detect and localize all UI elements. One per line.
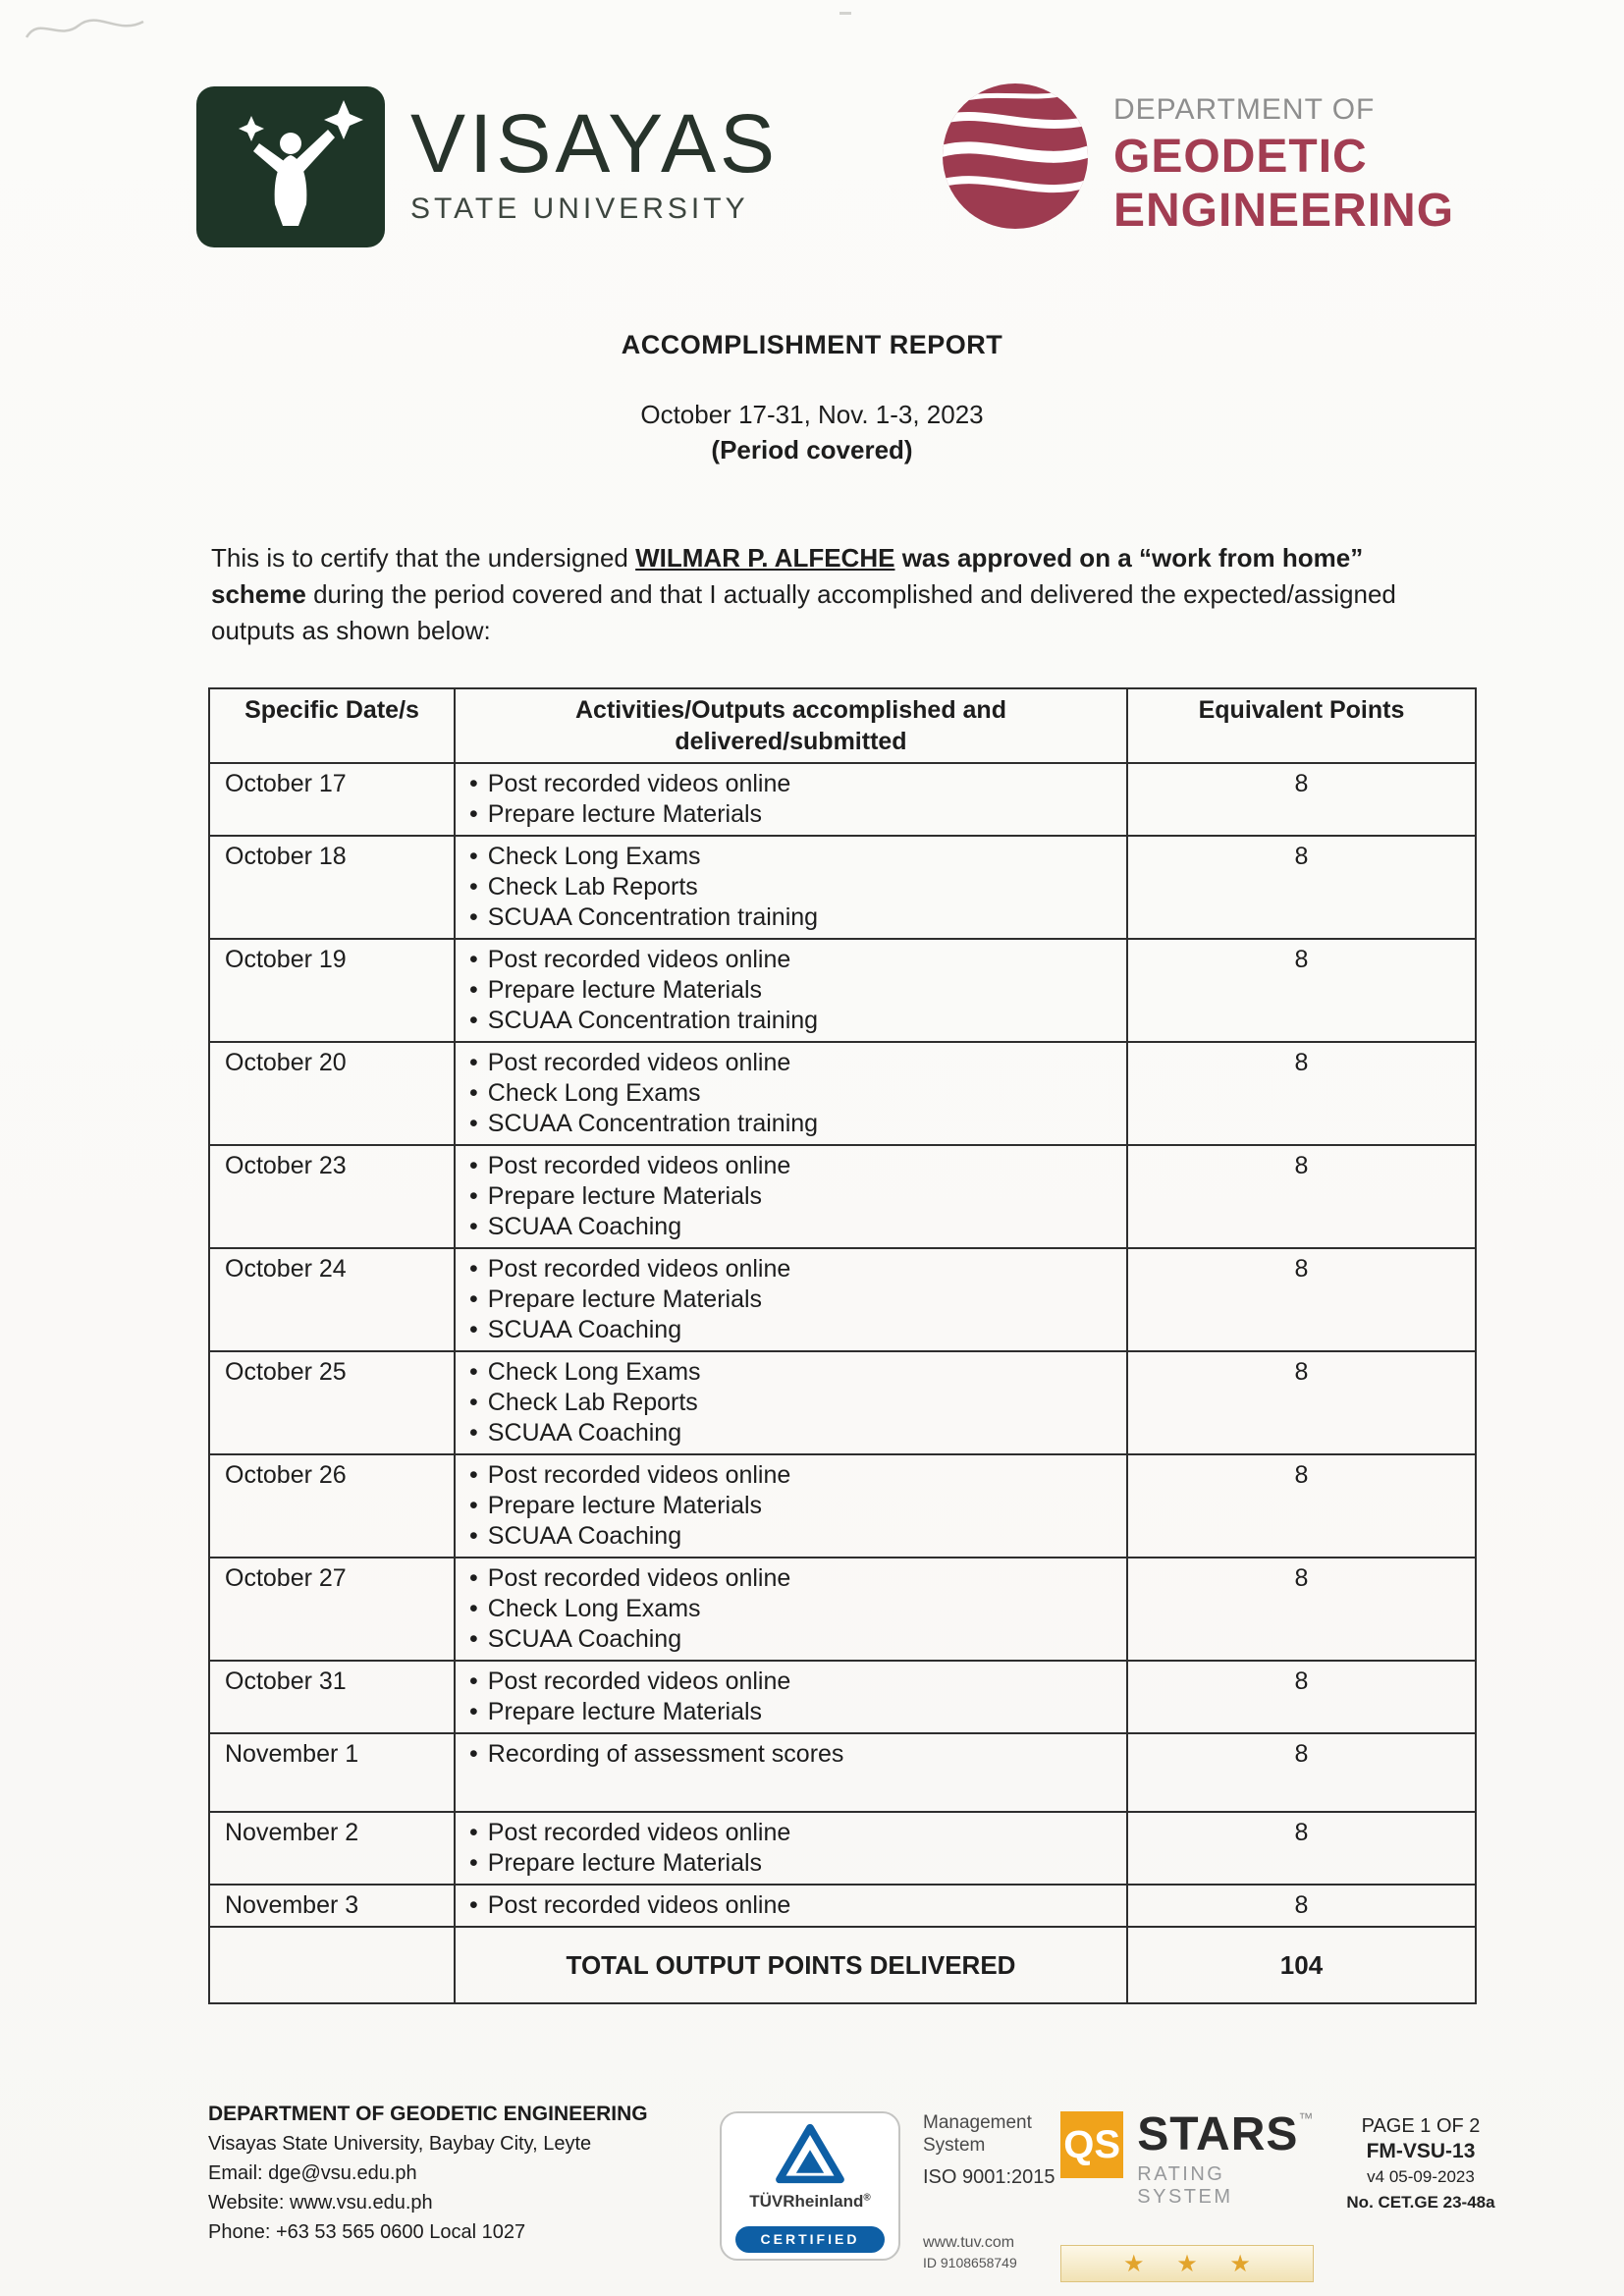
activities-cell xyxy=(455,939,1127,1042)
points-cell: 8 xyxy=(1127,1885,1476,1927)
iso-certification-text xyxy=(923,2111,1056,2274)
table-row xyxy=(209,1661,1476,1733)
table-row xyxy=(209,1733,1476,1812)
table-row xyxy=(209,939,1476,1042)
activity-item: • Post recorded videos online xyxy=(463,1667,1118,1697)
certification-paragraph xyxy=(211,540,1438,649)
points-cell: 8 xyxy=(1127,836,1476,939)
table-row xyxy=(209,1351,1476,1454)
footer-department-info xyxy=(208,2100,648,2247)
intro-bold-tail: was approved on a “work from home” scheme xyxy=(211,543,1364,609)
page-info xyxy=(1327,2113,1514,2215)
activity-item: • SCUAA Concentration training xyxy=(463,1109,1118,1139)
tuv-brand-text: TÜVRheinland xyxy=(749,2192,864,2211)
title-block xyxy=(0,330,1624,467)
points-cell: 8 xyxy=(1127,939,1476,1042)
total-points: 104 xyxy=(1127,1927,1476,2003)
table-row xyxy=(209,1812,1476,1885)
table-row xyxy=(209,1558,1476,1661)
activity-item: • Check Lab Reports xyxy=(463,872,1118,902)
vsu-logo xyxy=(196,86,779,247)
footer-website: Website: www.vsu.edu.ph xyxy=(208,2192,433,2214)
activity-item: • Check Long Exams xyxy=(463,1594,1118,1624)
footer-email: Email: dge@vsu.edu.ph xyxy=(208,2162,417,2184)
tuv-triangle-icon xyxy=(773,2121,847,2186)
activity-item: • Post recorded videos online xyxy=(463,769,1118,799)
activity-item: • SCUAA Coaching xyxy=(463,1212,1118,1242)
date-cell: October 27 xyxy=(209,1558,455,1661)
table-row xyxy=(209,1454,1476,1558)
date-cell: October 26 xyxy=(209,1454,455,1558)
activity-item: • Post recorded videos online xyxy=(463,1151,1118,1181)
document-title: ACCOMPLISHMENT REPORT xyxy=(621,330,1003,359)
date-cell: October 31 xyxy=(209,1661,455,1733)
activity-item: • Post recorded videos online xyxy=(463,1563,1118,1594)
date-cell: October 17 xyxy=(209,763,455,836)
activities-cell xyxy=(455,1042,1127,1145)
activity-item: • Check Long Exams xyxy=(463,842,1118,872)
report-table-body xyxy=(209,763,1476,2003)
date-cell: October 24 xyxy=(209,1248,455,1351)
activity-item: • Recording of assessment scores xyxy=(463,1739,1118,1770)
vsu-seal-icon xyxy=(196,86,385,247)
activities-cell xyxy=(455,1558,1127,1661)
header-activities: Activities/Outputs accomplished and delivered/submitted xyxy=(455,688,1127,763)
iso-standard: ISO 9001:2015 xyxy=(923,2166,1056,2188)
qs-logo-top xyxy=(1060,2108,1318,2209)
vsu-wordmark xyxy=(410,97,780,226)
activities-cell xyxy=(455,1351,1127,1454)
total-row xyxy=(209,1927,1476,2003)
date-cell: November 2 xyxy=(209,1812,455,1885)
points-cell: 8 xyxy=(1127,1558,1476,1661)
points-cell: 8 xyxy=(1127,1042,1476,1145)
activity-item: • Post recorded videos online xyxy=(463,1460,1118,1491)
activities-cell xyxy=(455,1661,1127,1733)
dept-of-label: DEPARTMENT OF xyxy=(1113,93,1376,126)
scan-artifact-squiggle xyxy=(22,6,149,50)
management-label: Management xyxy=(923,2112,1032,2133)
form-number: FM-VSU-13 xyxy=(1366,2140,1476,2162)
dept-engineering-label: ENGINEERING xyxy=(1113,184,1455,237)
activity-item: • SCUAA Coaching xyxy=(463,1624,1118,1655)
activities-cell xyxy=(455,1145,1127,1248)
tuv-brand xyxy=(722,2192,898,2212)
control-number: No. CET.GE 23-48a xyxy=(1346,2193,1495,2212)
table-row xyxy=(209,1885,1476,1927)
qs-rating-system-label: RATING SYSTEM xyxy=(1137,2163,1233,2208)
points-cell: 8 xyxy=(1127,1248,1476,1351)
activity-item: • Post recorded videos online xyxy=(463,1254,1118,1285)
activities-cell xyxy=(455,1812,1127,1885)
activity-item: • Prepare lecture Materials xyxy=(463,1697,1118,1727)
activity-item: • Prepare lecture Materials xyxy=(463,1285,1118,1315)
qs-stars-logo xyxy=(1060,2108,1318,2282)
trademark-mark: ™ xyxy=(1298,2110,1314,2127)
table-row xyxy=(209,1248,1476,1351)
points-cell: 8 xyxy=(1127,1733,1476,1812)
points-cell: 8 xyxy=(1127,1812,1476,1885)
department-logo xyxy=(943,83,1454,238)
geodetic-globe-icon xyxy=(943,83,1088,229)
activity-item: • SCUAA Coaching xyxy=(463,1418,1118,1449)
qs-star-rating-bar xyxy=(1060,2245,1314,2282)
total-label: TOTAL OUTPUT POINTS DELIVERED xyxy=(455,1927,1127,2003)
activities-cell xyxy=(455,1248,1127,1351)
table-row xyxy=(209,1042,1476,1145)
qs-wordmark xyxy=(1137,2108,1318,2209)
period-dates: October 17-31, Nov. 1-3, 2023 xyxy=(640,400,984,429)
activities-cell xyxy=(455,1885,1127,1927)
activity-item: • Prepare lecture Materials xyxy=(463,975,1118,1006)
points-cell: 8 xyxy=(1127,1661,1476,1733)
qs-stars-text: STARS xyxy=(1137,2108,1299,2160)
table-row xyxy=(209,1145,1476,1248)
activity-item: • Post recorded videos online xyxy=(463,1048,1118,1078)
star-icons: ★ ★ ★ xyxy=(1123,2250,1251,2277)
activities-cell xyxy=(455,1454,1127,1558)
date-cell: October 18 xyxy=(209,836,455,939)
activity-item: • SCUAA Coaching xyxy=(463,1315,1118,1345)
activity-item: • SCUAA Concentration training xyxy=(463,902,1118,933)
activity-item: • Check Long Exams xyxy=(463,1078,1118,1109)
activity-item: • Post recorded videos online xyxy=(463,1818,1118,1848)
accomplishment-table xyxy=(208,687,1477,2004)
registered-mark: ® xyxy=(863,2192,871,2204)
activities-cell xyxy=(455,763,1127,836)
points-cell: 8 xyxy=(1127,1454,1476,1558)
footer-phone: Phone: +63 53 565 0600 Local 1027 xyxy=(208,2221,526,2243)
activity-item: • Check Long Exams xyxy=(463,1357,1118,1388)
header-equivalent-points: Equivalent Points xyxy=(1127,688,1476,763)
department-wordmark xyxy=(1113,93,1454,238)
activity-item: • Prepare lecture Materials xyxy=(463,1181,1118,1212)
activities-cell xyxy=(455,1733,1127,1812)
date-cell: October 20 xyxy=(209,1042,455,1145)
footer-dept-title: DEPARTMENT OF GEODETIC ENGINEERING xyxy=(208,2103,648,2125)
tuv-certified-logo xyxy=(720,2111,900,2261)
table-row xyxy=(209,836,1476,939)
date-cell: November 1 xyxy=(209,1733,455,1812)
vsu-name: VISAYAS xyxy=(410,97,780,190)
activity-item: • Post recorded videos online xyxy=(463,945,1118,975)
activity-item: • SCUAA Concentration training xyxy=(463,1006,1118,1036)
activity-item: • Prepare lecture Materials xyxy=(463,1491,1118,1521)
footer-address: Visayas State University, Baybay City, Leyte xyxy=(208,2133,592,2155)
header-specific-dates: Specific Date/s xyxy=(209,688,455,763)
activity-item: • Post recorded videos online xyxy=(463,1890,1118,1921)
tuv-certified-badge: CERTIFIED xyxy=(735,2226,885,2253)
date-cell: October 19 xyxy=(209,939,455,1042)
intro-rest: during the period covered and that I actually accomplished and delivered the expected/assigned outputs as shown below: xyxy=(211,579,1396,645)
period-label: (Period covered) xyxy=(711,435,913,465)
system-label: System xyxy=(923,2135,986,2156)
activity-item: • Prepare lecture Materials xyxy=(463,799,1118,830)
qs-icon: QS xyxy=(1060,2111,1123,2178)
page-number: PAGE 1 OF 2 xyxy=(1361,2115,1481,2137)
points-cell: 8 xyxy=(1127,763,1476,836)
total-empty-cell xyxy=(209,1927,455,2003)
vsu-subtitle: STATE UNIVERSITY xyxy=(410,192,749,225)
form-version: v4 05-09-2023 xyxy=(1367,2167,1475,2186)
table-header-row xyxy=(209,688,1476,763)
dept-geodetic-label: GEODETIC xyxy=(1113,131,1368,183)
employee-name: WILMAR P. ALFECHE xyxy=(635,543,895,573)
tuv-website: www.tuv.com xyxy=(923,2234,1015,2251)
activity-item: • SCUAA Coaching xyxy=(463,1521,1118,1552)
activity-item: • Prepare lecture Materials xyxy=(463,1848,1118,1879)
intro-pre: This is to certify that the undersigned xyxy=(211,543,636,573)
points-cell: 8 xyxy=(1127,1145,1476,1248)
date-cell: October 23 xyxy=(209,1145,455,1248)
date-cell: October 25 xyxy=(209,1351,455,1454)
points-cell: 8 xyxy=(1127,1351,1476,1454)
date-cell: November 3 xyxy=(209,1885,455,1927)
activities-cell xyxy=(455,836,1127,939)
tuv-cert-id: ID 9108658749 xyxy=(923,2255,1017,2270)
table-row xyxy=(209,763,1476,836)
scan-artifact-dash xyxy=(839,12,851,15)
activity-item: • Check Lab Reports xyxy=(463,1388,1118,1418)
